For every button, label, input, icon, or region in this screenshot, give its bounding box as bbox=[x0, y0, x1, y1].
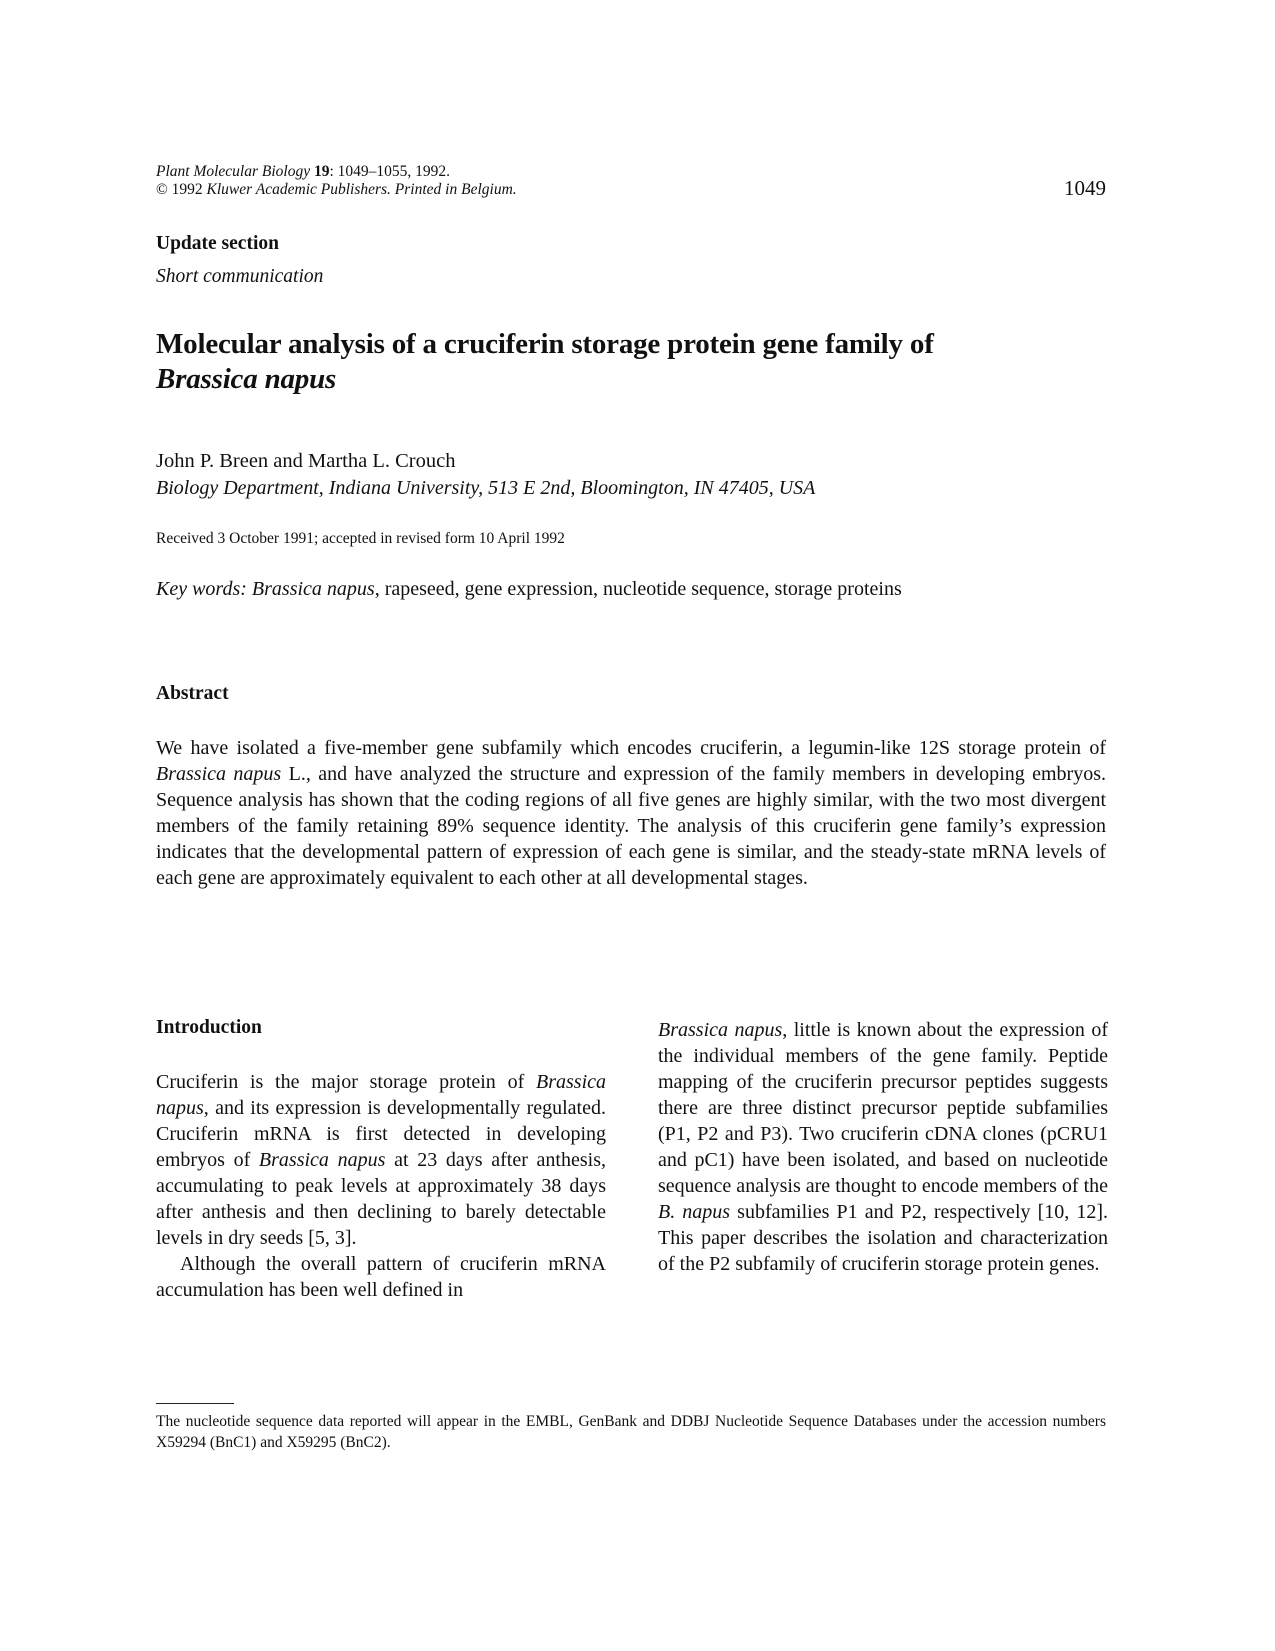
journal-name: Plant Molecular Biology bbox=[156, 163, 311, 180]
received-dates: Received 3 October 1991; accepted in revised form 10 April 1992 bbox=[156, 530, 565, 547]
abstract-heading: Abstract bbox=[156, 683, 229, 704]
title-line-1: Molecular analysis of a cruciferin storage protein gene family of bbox=[156, 328, 934, 360]
abstract-text-2: L., and have analyzed the structure and expression of the family members in developing embryos. Sequence analysis has shown that the coding regions of all five genes are highly similar, with the two most divergent members of the family retaining 89% sequence identity. The analysis of this cruciferin gene family’s expression indicates that the developmental pattern of expression of each gene is similar, and the steady-state mRNA levels of each gene are approximately equivalent to each other at all developmental stages. bbox=[156, 763, 1106, 889]
copyright-icon: © bbox=[156, 181, 168, 198]
intro-paragraph-2-continued bbox=[658, 1017, 1108, 1277]
keywords-species: Brassica napus bbox=[251, 578, 375, 600]
journal-citation bbox=[156, 163, 517, 199]
intro-text: at 23 days after anthesis, accumulating to peak levels at approximately 38 days after anthesis and then declining to barely detectable levels in dry seeds [5, 3]. bbox=[156, 1149, 606, 1249]
section-label: Update section bbox=[156, 233, 279, 254]
abstract-text-1: We have isolated a five-member gene subfamily which encodes cruciferin, a legumin-like 12S storage protein of bbox=[156, 737, 1106, 759]
journal-line bbox=[156, 163, 517, 181]
intro-paragraph-1 bbox=[156, 1069, 606, 1251]
keywords-label: Key words: bbox=[156, 578, 247, 600]
affiliation: Biology Department, Indiana University, 513 E 2nd, Bloomington, IN 47405, USA bbox=[156, 477, 816, 499]
footnote: The nucleotide sequence data reported will appear in the EMBL, GenBank and DDBJ Nucleotide Sequence Databases under the accession numbers X59294 (BnC1) and X59295 (BnC2). bbox=[156, 1413, 1106, 1451]
article-title bbox=[156, 327, 1116, 397]
journal-volume: 19 bbox=[313, 163, 330, 180]
keywords-list: , rapeseed, gene expression, nucleotide sequence, storage proteins bbox=[374, 578, 902, 600]
intro-text: subfamilies P1 and P2, respectively [10, 12]. This paper describes the isolation and characterization of the P2 subfamily of cruciferin storage protein genes. bbox=[658, 1201, 1108, 1275]
footnote-divider bbox=[156, 1403, 234, 1404]
intro-text: , little is known about the expression of the individual members of the gene family. Peptide mapping of the cruciferin precursor peptides suggests there are three distinct precursor peptide subfamilies (P1, P2 and P3). Two cruciferin cDNA clones (pCRU1 and pC1) have been isolated, and based on nucleotide sequence analysis are thought to encode members of the bbox=[658, 1019, 1108, 1197]
column-right bbox=[658, 1017, 1108, 1277]
copyright-line bbox=[156, 181, 517, 199]
intro-text: Cruciferin is the major storage protein of bbox=[156, 1071, 536, 1093]
keywords bbox=[156, 578, 902, 601]
abstract-species: Brassica napus bbox=[156, 763, 282, 785]
page-number: 1049 bbox=[1064, 176, 1106, 200]
intro-text: , and its expression is developmentally regulated. Cruciferin mRNA is first detected in developing embryos of bbox=[156, 1097, 606, 1171]
copyright-year: 1992 bbox=[171, 181, 203, 198]
publisher: Kluwer Academic Publishers. Printed in Belgium. bbox=[206, 181, 517, 198]
column-left bbox=[156, 1069, 606, 1303]
journal-pages-year: : 1049–1055, 1992. bbox=[329, 163, 451, 180]
title-line-2: Brassica napus bbox=[156, 363, 337, 395]
species-name: Brassica napus bbox=[258, 1149, 386, 1171]
introduction-heading: Introduction bbox=[156, 1017, 262, 1038]
abstract-body bbox=[156, 735, 1106, 891]
authors: John P. Breen and Martha L. Crouch bbox=[156, 450, 456, 472]
article-type: Short communication bbox=[156, 266, 324, 287]
species-name: Brassica napus bbox=[156, 1071, 606, 1119]
intro-paragraph-2: Although the overall pattern of cruciferin mRNA accumulation has been well defined in bbox=[156, 1253, 606, 1301]
species-name: B. napus bbox=[658, 1201, 731, 1223]
species-name: Brassica napus bbox=[658, 1019, 783, 1041]
